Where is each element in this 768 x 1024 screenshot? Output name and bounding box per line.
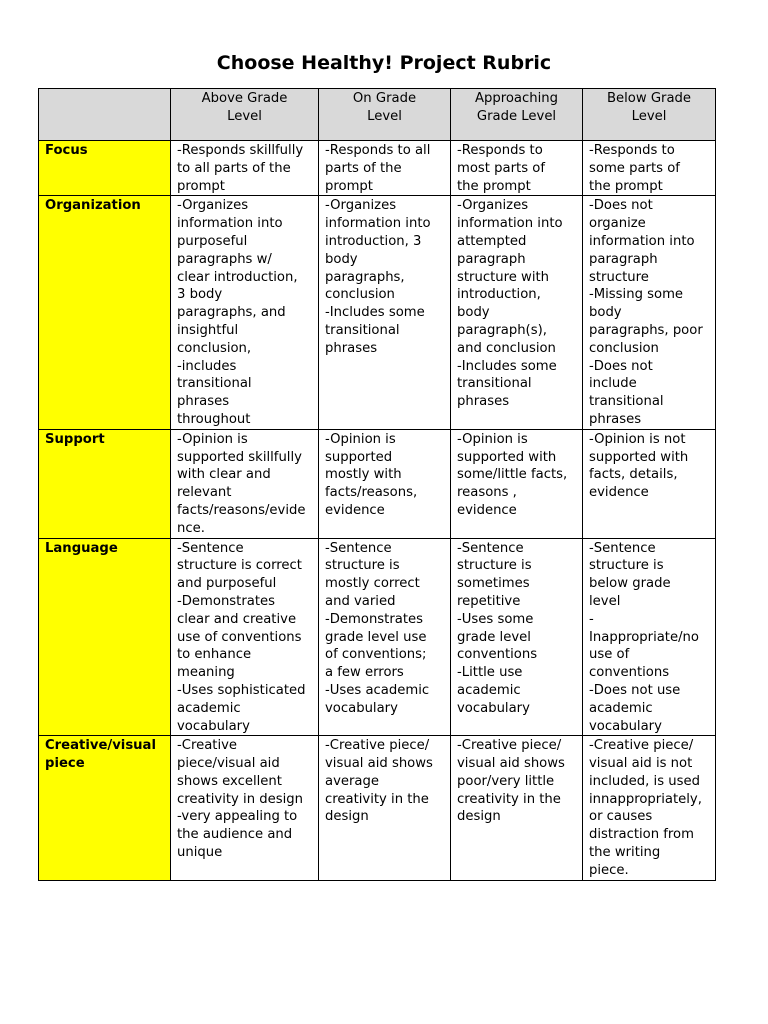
cell-line: throughout	[177, 411, 251, 427]
descriptor-cell	[319, 538, 451, 736]
cell-line: -Uses some	[457, 611, 534, 627]
cell-line: -Organizes	[177, 198, 249, 214]
page-title: Choose Healthy! Project Rubric	[216, 52, 552, 74]
descriptor-cell	[171, 736, 319, 880]
cell-line: clear and creative	[177, 611, 297, 627]
descriptor-cell	[451, 736, 583, 880]
cell-line: mostly with	[325, 467, 402, 483]
cell-line: evidence	[589, 485, 649, 501]
cell-line: visual aid shows	[457, 756, 565, 772]
cell-line: insightful	[177, 322, 239, 338]
cell-line: -Responds to	[457, 143, 543, 158]
cell-line: structure is	[589, 558, 664, 574]
cell-line: phrases	[589, 411, 642, 427]
cell-line: creativity in the	[325, 791, 429, 807]
cell-line: Creative/visual	[45, 738, 156, 754]
cell-line: Focus	[45, 143, 88, 158]
descriptor-cell	[583, 141, 716, 196]
cell-line: -Sentence	[325, 540, 392, 556]
cell-line: paragraphs,	[325, 269, 405, 285]
cell-line: academic	[457, 682, 521, 698]
cell-line: the audience and	[177, 827, 293, 843]
cell-line: -Little use	[457, 665, 523, 681]
cell-line: -	[589, 611, 594, 627]
cell-line: -Opinion is not	[589, 431, 686, 447]
cell-line: vocabulary	[177, 718, 250, 734]
cell-line: facts/reasons,	[325, 485, 418, 501]
cell-line: -Creative piece/	[325, 738, 430, 754]
cell-line: a few errors	[325, 665, 404, 681]
cell-line: meaning	[177, 665, 235, 681]
cell-line: Level	[631, 108, 667, 124]
cell-line: purposeful	[177, 233, 248, 249]
cell-line: -Responds to	[589, 143, 675, 158]
cell-line: information into	[589, 233, 695, 249]
descriptor-cell	[171, 141, 319, 196]
cell-line: transitional	[177, 376, 252, 392]
cell-line: Level	[367, 108, 402, 124]
cell-line: and conclusion	[457, 340, 556, 356]
cell-line: or causes	[589, 809, 653, 825]
cell-line: facts, details,	[589, 467, 678, 483]
column-header	[451, 89, 583, 141]
cell-line: prompt	[177, 178, 225, 194]
descriptor-cell	[451, 429, 583, 538]
cell-line: information into	[457, 216, 563, 232]
cell-line: Level	[227, 108, 262, 124]
cell-line: -Does not	[589, 198, 653, 214]
cell-line: 3 body	[177, 287, 223, 303]
cell-line: sometimes	[457, 576, 530, 592]
cell-line: phrases	[177, 394, 230, 410]
criterion-cell	[39, 196, 171, 429]
cell-line: unique	[177, 845, 223, 861]
cell-line: supported skillfully	[177, 449, 302, 465]
cell-line: most parts of	[457, 160, 545, 176]
cell-line: Language	[45, 540, 118, 556]
cell-line: conclusion	[589, 340, 659, 356]
descriptor-cell	[171, 538, 319, 736]
cell-line: of conventions;	[325, 647, 427, 663]
cell-line: phrases	[457, 394, 510, 410]
cell-line: visual aid is not	[589, 756, 693, 772]
cell-line: structure is	[457, 558, 532, 574]
rubric-row	[39, 538, 716, 736]
cell-line: and purposeful	[177, 576, 277, 592]
cell-line: introduction, 3	[325, 233, 422, 249]
header-row	[39, 89, 716, 141]
cell-line: paragraph	[589, 251, 658, 267]
descriptor-cell	[583, 538, 716, 736]
cell-line: transitional	[589, 394, 664, 410]
descriptor-cell	[451, 538, 583, 736]
cell-line: paragraph(s),	[457, 322, 547, 338]
cell-line: -Missing some	[589, 287, 684, 303]
cell-line: Below Grade	[606, 91, 692, 106]
descriptor-cell	[583, 736, 716, 880]
cell-line: -Uses academic	[325, 682, 430, 698]
cell-line: with clear and	[177, 467, 271, 483]
cell-line: -Demonstrates	[325, 611, 423, 627]
cell-line: vocabulary	[325, 700, 398, 716]
rubric-row	[39, 736, 716, 880]
cell-line: information into	[177, 216, 283, 232]
cell-line: mostly correct	[325, 576, 420, 592]
cell-line: structure	[589, 269, 649, 285]
cell-line: reasons ,	[457, 485, 517, 501]
cell-line: level	[589, 593, 621, 609]
cell-line: paragraph	[457, 251, 526, 267]
cell-line: the prompt	[457, 178, 531, 194]
cell-line: use of	[589, 647, 630, 663]
cell-line: introduction,	[457, 287, 541, 303]
cell-line: transitional	[457, 376, 532, 392]
descriptor-cell	[583, 429, 716, 538]
cell-line: conventions	[457, 647, 538, 663]
cell-line: piece.	[589, 862, 629, 878]
rubric-row	[39, 429, 716, 538]
cell-line: grade level use	[325, 629, 427, 645]
descriptor-cell	[319, 736, 451, 880]
cell-line: -very appealing to	[177, 809, 298, 825]
cell-line: conclusion	[325, 287, 395, 303]
cell-line: design	[325, 809, 369, 825]
cell-line: -Opinion is	[457, 431, 528, 447]
cell-line: body	[589, 305, 622, 321]
cell-line: visual aid shows	[325, 756, 433, 772]
cell-line: the prompt	[589, 178, 663, 194]
cell-line: below grade	[589, 576, 671, 592]
cell-line: structure with	[457, 269, 550, 285]
cell-line: piece/visual aid	[177, 756, 280, 772]
descriptor-cell	[319, 141, 451, 196]
descriptor-cell	[319, 429, 451, 538]
cell-line: the writing	[589, 845, 661, 861]
cell-line: -Sentence	[589, 540, 656, 556]
cell-line: use of conventions	[177, 629, 302, 645]
cell-line: information into	[325, 216, 431, 232]
cell-line: Above Grade	[201, 91, 288, 106]
cell-line: conclusion,	[177, 340, 252, 356]
cell-line: creativity in the	[457, 791, 561, 807]
cell-line: -Organizes	[457, 198, 529, 214]
cell-line: -includes	[177, 358, 237, 374]
cell-line: paragraphs, and	[177, 305, 286, 321]
cell-line: supported with	[589, 449, 689, 465]
cell-line: and varied	[325, 593, 396, 609]
cell-line: poor/very little	[457, 773, 555, 789]
cell-line: evidence	[325, 502, 385, 518]
cell-line: body	[325, 251, 358, 267]
descriptor-cell	[583, 196, 716, 429]
descriptor-cell	[171, 429, 319, 538]
cell-line: -Includes some	[457, 358, 557, 374]
criterion-cell	[39, 538, 171, 736]
cell-line: to enhance	[177, 647, 252, 663]
criterion-cell	[39, 429, 171, 538]
cell-line: Support	[45, 431, 105, 447]
cell-line: -Sentence	[177, 540, 244, 556]
cell-line: shows excellent	[177, 773, 282, 789]
cell-line: nce.	[177, 520, 205, 536]
cell-line: piece	[45, 756, 85, 772]
cell-line: -Opinion is	[325, 431, 396, 447]
cell-line: parts of the	[325, 160, 402, 176]
cell-line: -Does not use	[589, 682, 681, 698]
cell-line: attempted	[457, 233, 527, 249]
cell-line: -Demonstrates	[177, 593, 275, 609]
cell-line: organize	[589, 216, 646, 232]
cell-line: Inappropriate/no	[589, 629, 699, 645]
rubric-table	[38, 88, 716, 881]
cell-line: average	[325, 773, 379, 789]
cell-line: structure is correct	[177, 558, 302, 574]
cell-line: supported with	[457, 449, 557, 465]
cell-line: academic	[589, 700, 653, 716]
column-header	[319, 89, 451, 141]
cell-line: -Sentence	[457, 540, 524, 556]
corner-cell	[39, 89, 171, 141]
cell-line: -Does not	[589, 358, 653, 374]
cell-line: -Uses sophisticated	[177, 682, 306, 698]
column-header	[583, 89, 716, 141]
cell-line: relevant	[177, 485, 232, 501]
cell-line: Organization	[45, 198, 141, 214]
column-header	[171, 89, 319, 141]
cell-line: distraction from	[589, 827, 694, 843]
cell-line: some/little facts,	[457, 467, 568, 483]
cell-line: some parts of	[589, 160, 680, 176]
cell-line: -Includes some	[325, 305, 425, 321]
cell-line: vocabulary	[457, 700, 530, 716]
cell-line: transitional	[325, 322, 400, 338]
rubric-body	[39, 141, 716, 881]
cell-line: On Grade	[352, 91, 417, 106]
cell-line: design	[457, 809, 501, 825]
cell-line: to all parts of the	[177, 160, 291, 176]
cell-line: repetitive	[457, 593, 521, 609]
cell-line: -Responds to all	[325, 143, 431, 158]
cell-line: paragraphs w/	[177, 251, 272, 267]
cell-line: Grade Level	[476, 108, 557, 124]
cell-line: creativity in design	[177, 791, 304, 807]
criterion-cell	[39, 141, 171, 196]
cell-line: evidence	[457, 502, 517, 518]
cell-line: included, is used	[589, 773, 700, 789]
cell-line: include	[589, 376, 637, 392]
cell-line: facts/reasons/evide	[177, 502, 306, 518]
cell-line: -Opinion is	[177, 431, 248, 447]
cell-line: structure is	[325, 558, 400, 574]
cell-line: Approaching	[474, 91, 559, 106]
cell-line: vocabulary	[589, 718, 662, 734]
cell-line: academic	[177, 700, 241, 716]
cell-line: prompt	[325, 178, 373, 194]
descriptor-cell	[451, 141, 583, 196]
cell-line: -Responds skillfully	[177, 143, 304, 158]
rubric-row	[39, 141, 716, 196]
cell-line: supported	[325, 449, 393, 465]
cell-line: -Creative	[177, 738, 238, 754]
cell-line: paragraphs, poor	[589, 322, 703, 338]
cell-line: -Creative piece/	[589, 738, 694, 754]
cell-line: -Creative piece/	[457, 738, 562, 754]
cell-line: -Organizes	[325, 198, 397, 214]
cell-line: clear introduction,	[177, 269, 298, 285]
cell-line: body	[457, 305, 490, 321]
rubric-row	[39, 196, 716, 429]
cell-line: phrases	[325, 340, 378, 356]
descriptor-cell	[319, 196, 451, 429]
criterion-cell	[39, 736, 171, 880]
cell-line: innappropriately,	[589, 791, 702, 807]
cell-line: conventions	[589, 665, 670, 681]
descriptor-cell	[451, 196, 583, 429]
cell-line: grade level	[457, 629, 531, 645]
descriptor-cell	[171, 196, 319, 429]
